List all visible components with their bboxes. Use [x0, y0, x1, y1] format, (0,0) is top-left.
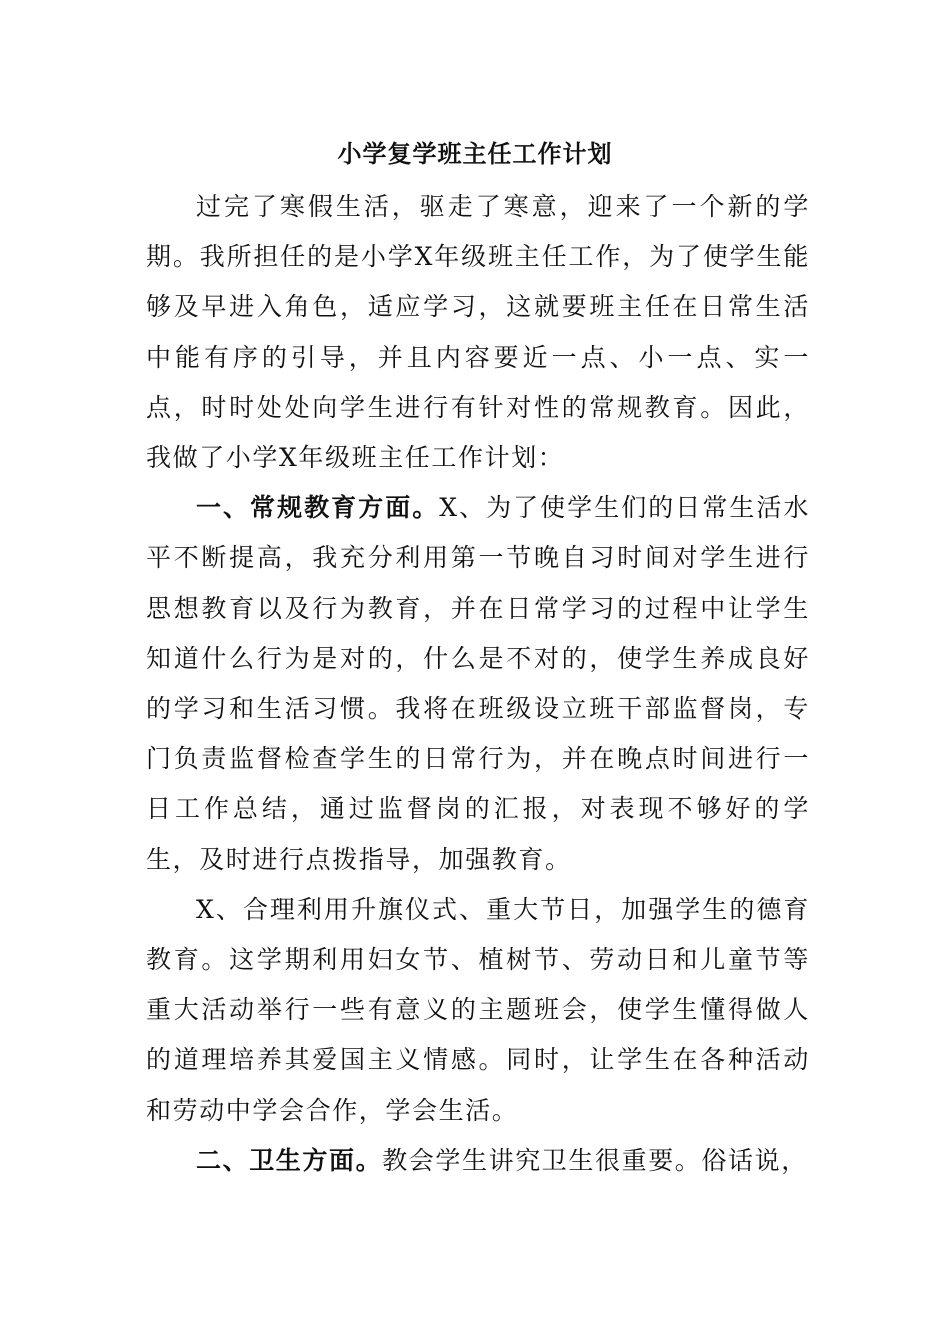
intro-paragraph: 过完了寒假生活，驱走了寒意，迎来了一个新的学期。我所担任的是小学X年级班主任工作，为了使学生能够及早进入角色，适应学习，这就要班主任在日常生活中能有序的引导，并且内容要近一点、小一点、实一点，时时处处向学生进行有针对性的常规教育。因此，我做了小学X年级班主任工作计划： — [146, 192, 810, 473]
section-1-paragraph — [146, 483, 810, 885]
section-2-heading: 二、卫生方面。 — [196, 1145, 383, 1175]
section-2-text: 教会学生讲究卫生很重要。俗话说， — [382, 1145, 808, 1175]
section-1-text: X、为了使学生们的日常生活水平不断提高，我充分利用第一节晚自习时间对学生进行思想教育以及行为教育，并在日常学习的过程中让学生知道什么行为是对的，什么是不对的，使学生养成良好的学习和生活习惯。我将在班级设立班干部监督岗，专门负责监督检查学生的日常行为，并在晚点时间进行一日工作总结，通过监督岗的汇报，对表现不够好的学生，及时进行点拨指导，加强教育。 — [146, 493, 810, 874]
section-2-paragraph — [146, 1136, 810, 1186]
document-title: 小学复学班主任工作计划 — [337, 139, 613, 168]
section-1-heading: 一、常规教育方面。 — [196, 493, 440, 523]
section-1-point-2-paragraph: X、合理利用升旗仪式、重大节日，加强学生的德育教育。这学期利用妇女节、植树节、劳动日和儿童节等重大活动举行一些有意义的主题班会，使学生懂得做人的道理培养其爱国主义情感。同时，让学生在各种活动和劳动中学会合作，学会生活。 — [146, 894, 810, 1125]
document-body — [146, 182, 810, 1186]
